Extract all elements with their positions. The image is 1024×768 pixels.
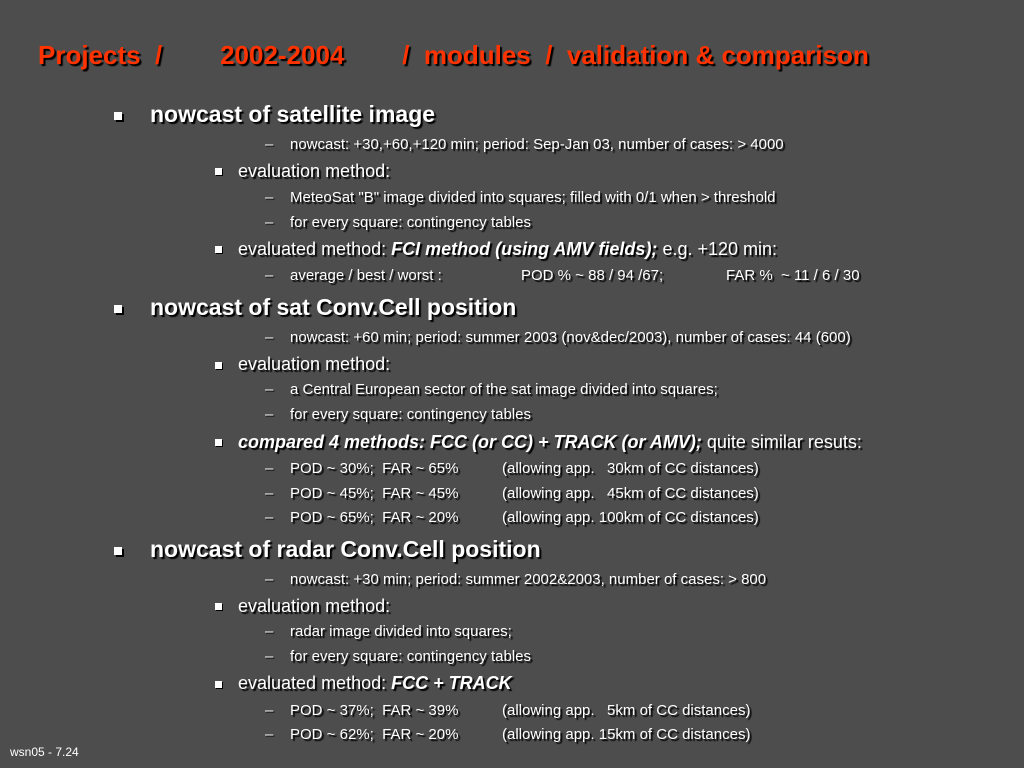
- subheading-emphasis: FCC + TRACK: [391, 673, 512, 693]
- bullet-square-icon: [114, 112, 122, 120]
- result-distance: (allowing app. 5km of CC distances): [502, 702, 751, 719]
- dash-bullet: –: [265, 329, 274, 346]
- detail-line: radar image divided into squares;: [290, 623, 512, 640]
- bullet-square-icon: [215, 681, 222, 688]
- detail-line: a Central European sector of the sat image divided into squares;: [290, 381, 718, 398]
- dash-bullet: –: [265, 460, 274, 477]
- bullet-square-icon: [215, 168, 222, 175]
- detail-line: for every square: contingency tables: [290, 648, 531, 665]
- bullet-square-icon: [114, 547, 122, 555]
- detail-line: nowcast: +60 min; period: summer 2003 (nov&dec/2003), number of cases: 44 (600): [290, 329, 851, 346]
- section-heading: nowcast of satellite image: [150, 101, 436, 127]
- slide-footer: wsn05 - 7.24: [10, 745, 79, 759]
- result-col-3: FAR % ~ 11 / 6 / 30: [726, 267, 860, 284]
- subheading-emphasis: compared 4 methods: FCC (or CC) + TRACK (or AMV);: [238, 432, 702, 452]
- subheading-suffix: e.g. +120 min:: [657, 239, 778, 259]
- subheading: [238, 239, 777, 260]
- dash-bullet: –: [265, 406, 274, 423]
- bullet-square-icon: [215, 603, 222, 610]
- dash-bullet: –: [265, 509, 274, 526]
- subheading: evaluation method:: [238, 354, 391, 374]
- dash-bullet: –: [265, 381, 274, 398]
- subheading: [238, 432, 862, 453]
- dash-bullet: –: [265, 571, 274, 588]
- dash-bullet: –: [265, 136, 274, 153]
- dash-bullet: –: [265, 214, 274, 231]
- subheading-prefix: evaluated method:: [238, 239, 392, 259]
- detail-line: MeteoSat "B" image divided into squares; filled with 0/1 when > threshold: [290, 189, 776, 206]
- result-pod-far: POD ~ 45%; FAR ~ 45%: [290, 485, 459, 502]
- subheading-prefix: evaluated method:: [238, 673, 392, 693]
- bullet-square-icon: [114, 305, 122, 313]
- dash-bullet: –: [265, 485, 274, 502]
- section-heading: nowcast of radar Conv.Cell position: [150, 536, 541, 562]
- result-pod-far: POD ~ 62%; FAR ~ 20%: [290, 726, 459, 743]
- subheading: evaluation method:: [238, 596, 391, 616]
- section-heading: nowcast of sat Conv.Cell position: [150, 294, 517, 320]
- subheading-emphasis: FCI method (using AMV fields);: [391, 239, 658, 259]
- dash-bullet: –: [265, 623, 274, 640]
- dash-bullet: –: [265, 189, 274, 206]
- dash-bullet: –: [265, 726, 274, 743]
- result-distance: (allowing app. 45km of CC distances): [502, 485, 759, 502]
- result-col-2: POD % ~ 88 / 94 /67;: [521, 267, 664, 284]
- bullet-square-icon: [215, 362, 222, 369]
- dash-bullet: –: [265, 702, 274, 719]
- slide-title: Projects / 2002-2004 / modules / validation & comparison: [38, 40, 869, 70]
- result-distance: (allowing app. 30km of CC distances): [502, 460, 759, 477]
- detail-line: for every square: contingency tables: [290, 214, 531, 231]
- detail-line: nowcast: +30 min; period: summer 2002&2003, number of cases: > 800: [290, 571, 767, 588]
- subheading: evaluation method:: [238, 161, 391, 181]
- bullet-square-icon: [215, 439, 222, 446]
- detail-line: nowcast: +30,+60,+120 min; period: Sep-Jan 03, number of cases: > 4000: [290, 136, 784, 153]
- bullet-square-icon: [215, 246, 222, 253]
- result-pod-far: POD ~ 37%; FAR ~ 39%: [290, 702, 459, 719]
- subheading-suffix: quite similar resuts:: [701, 432, 862, 452]
- result-pod-far: POD ~ 30%; FAR ~ 65%: [290, 460, 459, 477]
- subheading: [238, 673, 512, 694]
- result-distance: (allowing app. 15km of CC distances): [502, 726, 751, 743]
- detail-line: for every square: contingency tables: [290, 406, 531, 423]
- dash-bullet: –: [265, 648, 274, 665]
- dash-bullet: –: [265, 267, 274, 284]
- result-pod-far: POD ~ 65%; FAR ~ 20%: [290, 509, 459, 526]
- result-col-1: average / best / worst :: [290, 267, 442, 284]
- result-distance: (allowing app. 100km of CC distances): [502, 509, 759, 526]
